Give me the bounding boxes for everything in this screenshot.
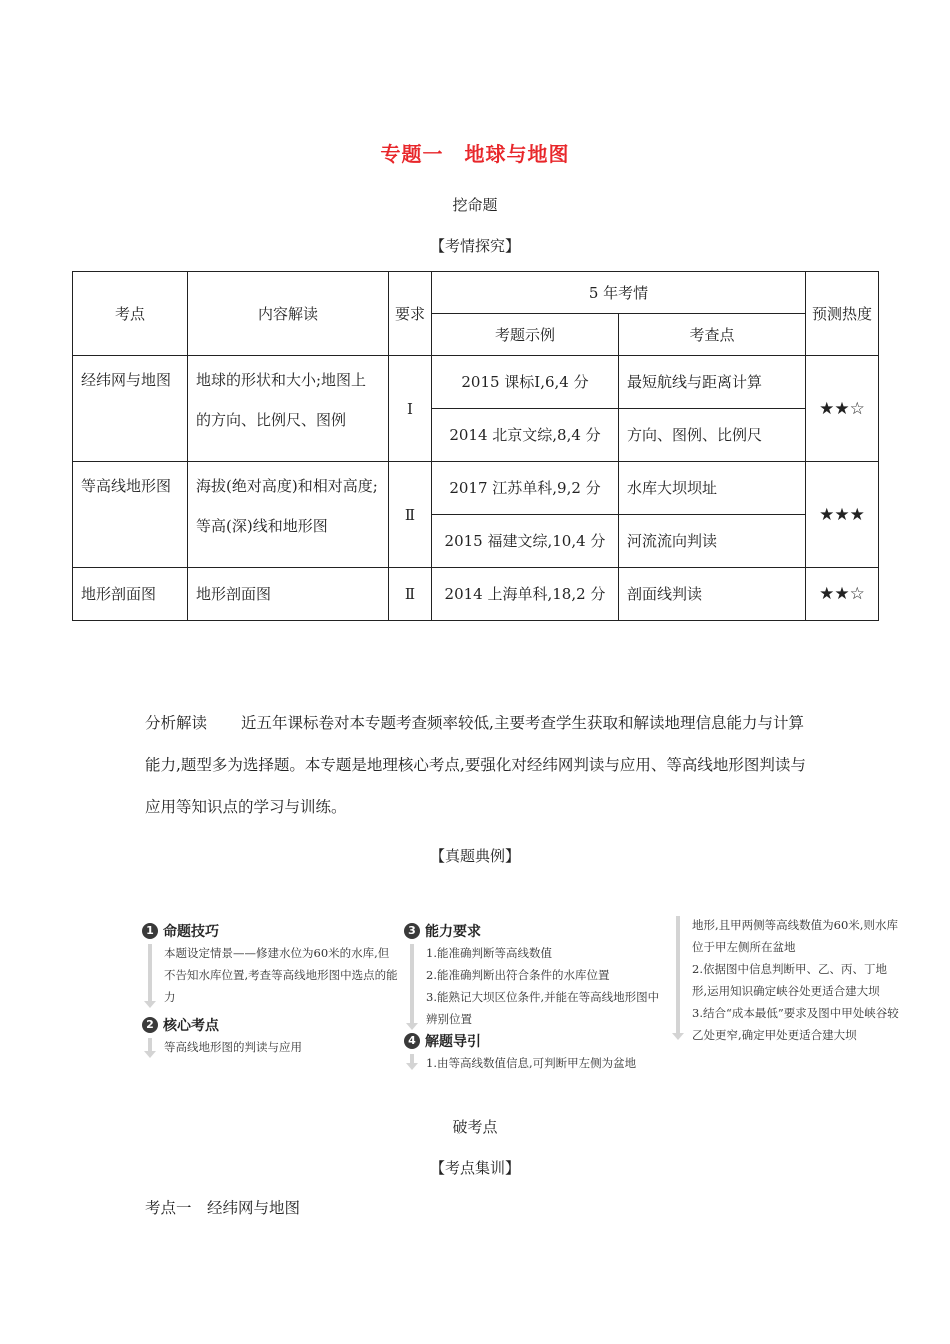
guide-line: 地形,且甲两侧等高线数值为60米,则水库位于甲左侧所在盆地 <box>692 918 898 954</box>
cell-kaodian: 地形剖面图 <box>73 568 188 621</box>
cell-kaochadian: 剖面线判读 <box>619 568 806 621</box>
guide-title: 能力要求 <box>425 924 481 940</box>
page-title: 专题一 地球与地图 <box>380 142 570 166</box>
cell-kaochadian: 最短航线与距离计算 <box>619 356 806 409</box>
kaodian-heading: 考点一 经纬网与地图 <box>145 1199 301 1217</box>
guide-title: 核心考点 <box>163 1018 219 1034</box>
cell-yaoqiu: Ⅱ <box>389 462 432 568</box>
header-yaoqiu: 要求 <box>389 272 432 356</box>
table-row <box>73 462 879 515</box>
down-arrow-icon <box>148 1038 152 1052</box>
exam-guide-panel <box>142 920 912 1080</box>
analysis-paragraph <box>145 702 815 828</box>
number-badge-icon: 2 <box>142 1017 158 1033</box>
guide-text: 等高线地形图的判读与应用 <box>164 1040 302 1054</box>
exam-analysis-table <box>72 271 879 621</box>
guide-line: 3.结合“成本最低”要求及图中甲处峡谷较乙处更窄,确定甲处更适合建大坝 <box>692 1006 899 1042</box>
guide-title: 解题导引 <box>425 1034 481 1050</box>
guide-line: 2.能准确判断出符合条件的水库位置 <box>426 968 610 982</box>
guide-title: 命题技巧 <box>163 924 219 940</box>
bracket-heading-jixun: 【考点集训】 <box>429 1159 520 1177</box>
header-neirong: 内容解读 <box>188 272 389 356</box>
down-arrow-icon <box>410 1054 414 1064</box>
down-arrow-icon <box>148 944 152 1002</box>
number-badge-icon: 1 <box>142 923 158 939</box>
header-wunian: 5 年考情 <box>432 272 806 314</box>
cell-shili: 2014 上海单科,18,2 分 <box>432 568 619 621</box>
cell-kaodian: 等高线地形图 <box>73 462 188 568</box>
analysis-text: 近五年课标卷对本专题考查频率较低,主要考查学生获取和解读地理信息能力与计算能力,题型多为选择题。本专题是地理核心考点,要强化对经纬网判读与应用、等高线地形图判读与应用等知识点的学习与训练。 <box>145 714 806 816</box>
cell-kaochadian: 方向、图例、比例尺 <box>619 409 806 462</box>
cell-shili: 2015 福建文综,10,4 分 <box>432 515 619 568</box>
cell-shili: 2014 北京文综,8,4 分 <box>432 409 619 462</box>
cell-neirong: 地形剖面图 <box>188 568 389 621</box>
cell-redu: ★★☆ <box>806 356 879 462</box>
header-kaodian: 考点 <box>73 272 188 356</box>
cell-yaoqiu: Ⅱ <box>389 568 432 621</box>
table-row <box>73 356 879 409</box>
number-badge-icon: 4 <box>404 1033 420 1049</box>
cell-redu: ★★☆ <box>806 568 879 621</box>
table-row <box>73 568 879 621</box>
header-shili: 考题示例 <box>432 314 619 356</box>
guide-line: 1.能准确判断等高线数值 <box>426 946 552 960</box>
header-kaochadian: 考查点 <box>619 314 806 356</box>
guide-column-3 <box>670 914 900 1046</box>
cell-shili: 2017 江苏单科,9,2 分 <box>432 462 619 515</box>
bracket-heading-zhenti: 【真题典例】 <box>429 847 520 865</box>
cell-kaochadian: 水库大坝坝址 <box>619 462 806 515</box>
cell-shili: 2015 课标Ⅰ,6,4 分 <box>432 356 619 409</box>
down-arrow-icon <box>410 944 414 1024</box>
guide-text: 本题设定情景——修建水位为60米的水库,但不告知水库位置,考查等高线地形图中选点的能力 <box>164 946 398 1004</box>
down-arrow-icon <box>676 916 680 1034</box>
cell-yaoqiu: Ⅰ <box>389 356 432 462</box>
cell-kaodian: 经纬网与地图 <box>73 356 188 462</box>
guide-column-1 <box>142 920 400 1058</box>
cell-neirong: 海拔(绝对高度)和相对高度;等高(深)线和地形图 <box>188 462 389 568</box>
analysis-lead: 分析解读 <box>145 714 208 732</box>
cell-redu: ★★★ <box>806 462 879 568</box>
guide-line: 2.依据图中信息判断甲、乙、丙、丁地形,运用知识确定峡谷处更适合建大坝 <box>692 962 887 998</box>
bracket-heading-kaoqing: 【考情探究】 <box>429 237 520 255</box>
section-heading-wa: 挖命题 <box>452 196 498 214</box>
guide-column-2 <box>404 920 666 1074</box>
guide-line: 1.由等高线数值信息,可判断甲左侧为盆地 <box>426 1056 637 1070</box>
header-redu: 预测热度 <box>806 272 879 356</box>
section-heading-po: 破考点 <box>452 1118 498 1136</box>
cell-neirong: 地球的形状和大小;地图上的方向、比例尺、图例 <box>188 356 389 462</box>
guide-line: 3.能熟记大坝区位条件,并能在等高线地形图中辨别位置 <box>426 990 660 1026</box>
number-badge-icon: 3 <box>404 923 420 939</box>
cell-kaochadian: 河流流向判读 <box>619 515 806 568</box>
